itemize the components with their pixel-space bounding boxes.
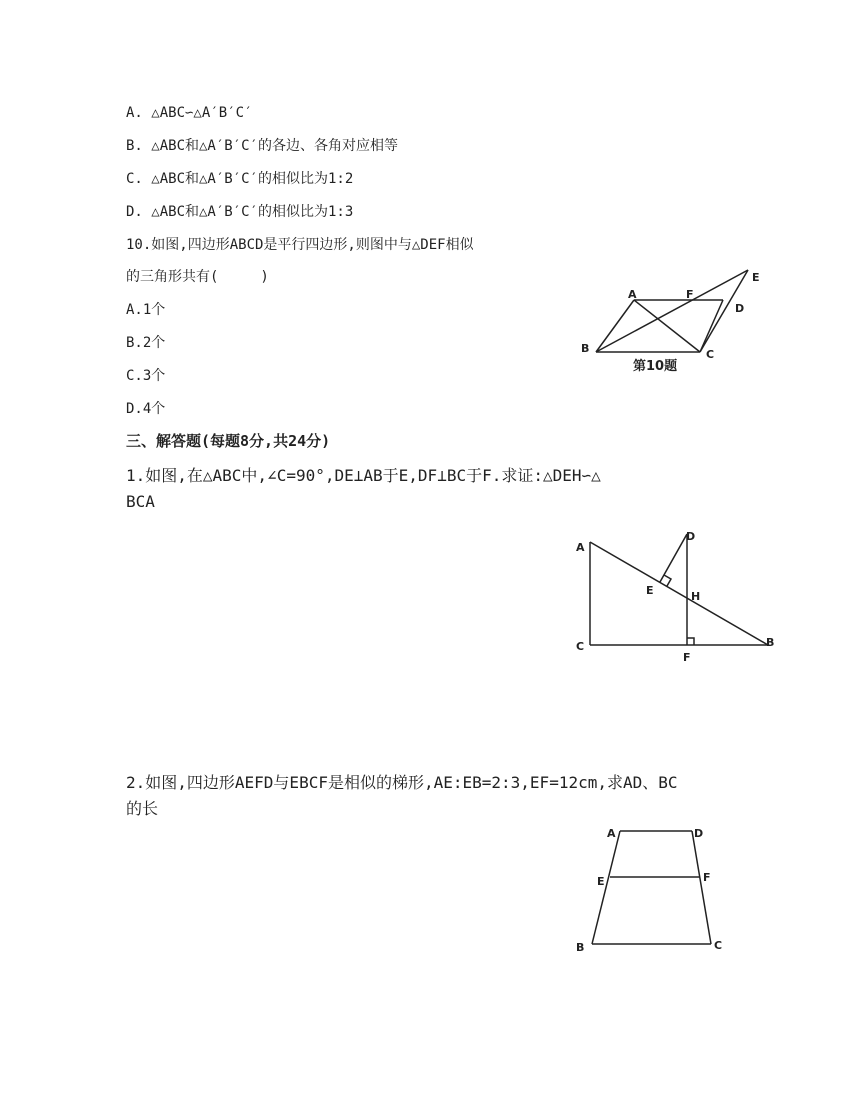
- q10-option-a: A.1个: [126, 302, 166, 318]
- p1-label-h: H: [691, 590, 701, 603]
- q10-label-b: B: [581, 342, 590, 355]
- q10-label-e: E: [752, 271, 760, 284]
- p2-label-c: C: [714, 939, 723, 952]
- q10-option-c: C.3个: [126, 368, 166, 384]
- q9-option-c: C. △ABC和△A′B′C′的相似比为1:2: [126, 171, 354, 187]
- q9-option-a: A. △ABC∽△A′B′C′: [126, 105, 253, 121]
- p1-label-a: A: [576, 541, 585, 554]
- segment-ac: [634, 300, 700, 352]
- segment-ce: [700, 270, 748, 352]
- p2-label-f: F: [703, 871, 711, 884]
- q10-label-f: F: [686, 288, 694, 301]
- p1-label-b: B: [766, 636, 775, 649]
- q10-option-b: B.2个: [126, 335, 166, 351]
- p1-stem-line1: 1.如图,在△ABC中,∠C=90°,DE⊥AB于E,DF⊥BC于F.求证:△DEH∽△: [126, 466, 601, 485]
- q10-stem-line2: 的三角形共有( ): [126, 269, 269, 285]
- p2-stem-line2: 的长: [126, 799, 159, 818]
- segment-ab: [596, 300, 634, 352]
- segment-ab: [592, 831, 620, 944]
- q10-caption: 第10题: [633, 359, 678, 374]
- q10-stem-line1: 10.如图,四边形ABCD是平行四边形,则图中与△DEF相似: [126, 237, 474, 253]
- segment-dc: [692, 831, 711, 944]
- p2-label-b: B: [576, 941, 585, 954]
- right-angle-e: [664, 575, 671, 586]
- q10-label-c: C: [706, 348, 715, 361]
- q10-label-a: A: [628, 288, 637, 301]
- right-angle-f: [687, 638, 694, 645]
- segment-de: [660, 534, 687, 582]
- p2-stem-line1: 2.如图,四边形AEFD与EBCF是相似的梯形,AE:EB=2:3,EF=12cm,求AD、BC: [126, 773, 678, 792]
- segment-dc: [700, 300, 723, 352]
- section-title: 三、解答题(每题8分,共24分): [126, 432, 331, 450]
- p1-stem-line2: BCA: [126, 492, 155, 511]
- p2-label-e: E: [597, 875, 605, 888]
- segment-be: [596, 270, 748, 352]
- q10-option-d: D.4个: [126, 401, 166, 417]
- p1-label-f: F: [683, 651, 691, 664]
- q9-option-d: D. △ABC和△A′B′C′的相似比为1:3: [126, 204, 354, 220]
- p2-label-d: D: [694, 827, 704, 840]
- p2-label-a: A: [607, 827, 616, 840]
- p1-label-e: E: [646, 584, 654, 597]
- segment-ab: [590, 542, 768, 645]
- q9-option-b: B. △ABC和△A′B′C′的各边、各角对应相等: [126, 138, 399, 154]
- p1-label-c: C: [576, 640, 585, 653]
- q10-label-d: D: [735, 302, 745, 315]
- p1-label-d: D: [686, 530, 696, 543]
